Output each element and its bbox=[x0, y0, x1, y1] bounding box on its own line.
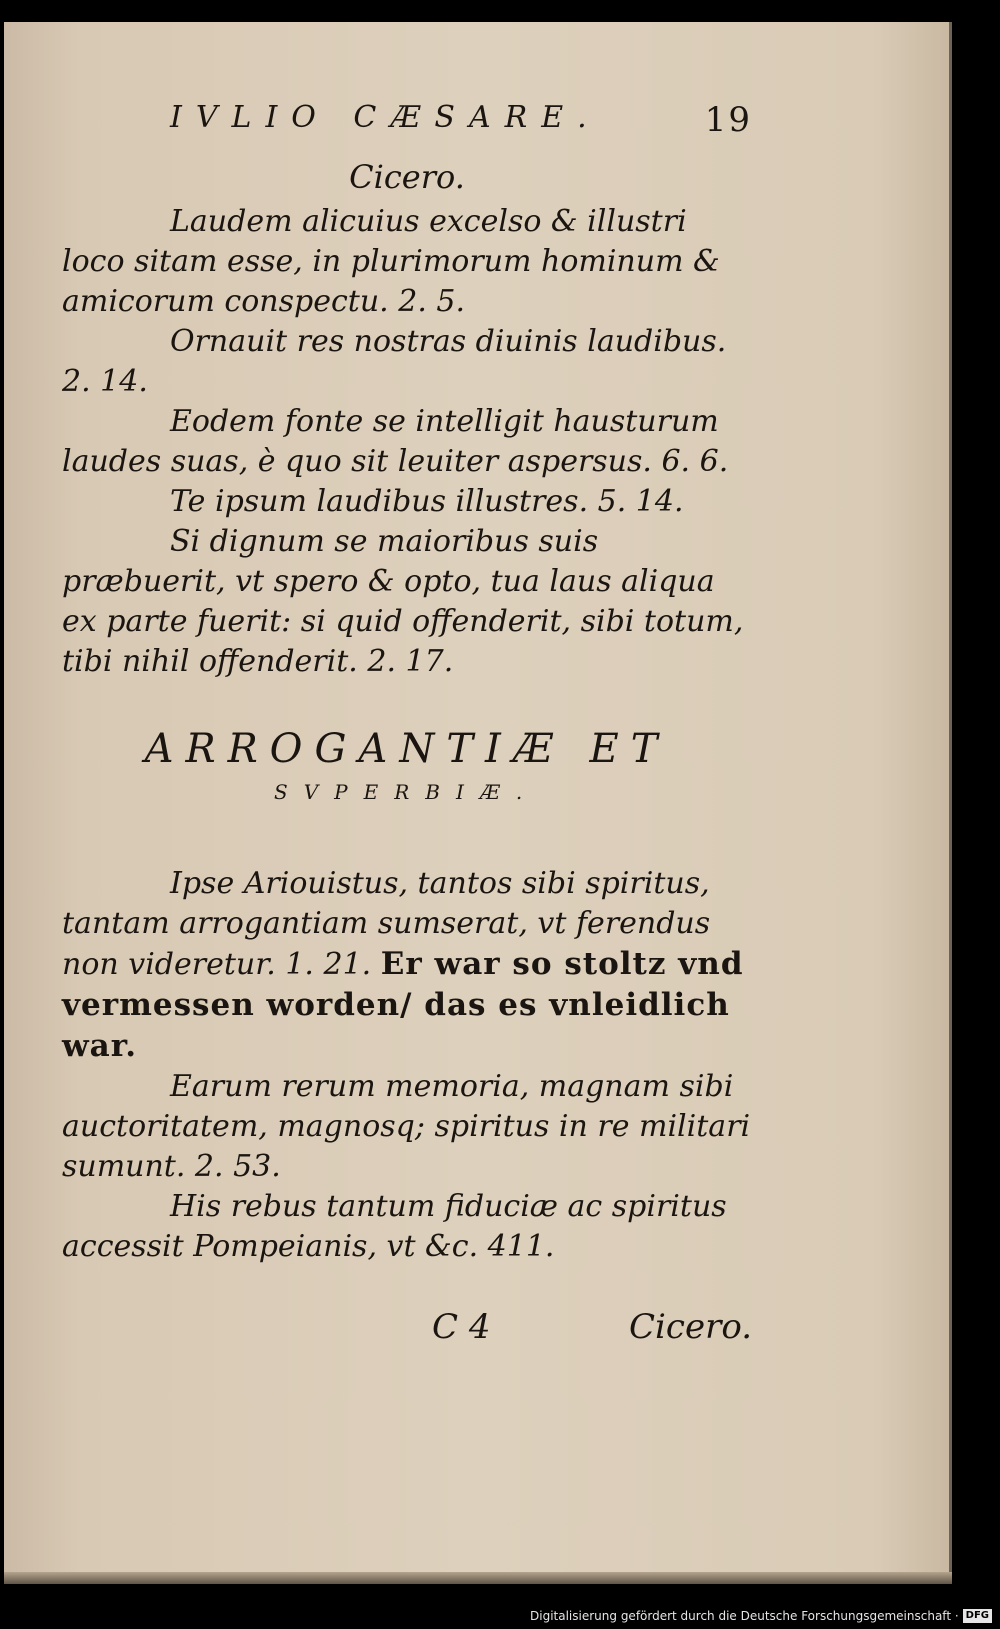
heading-sub: SVPERBIÆ. bbox=[274, 780, 539, 804]
heading-main: ARROGANTIÆ ET bbox=[144, 726, 670, 772]
paragraph: His rebus tantum fiduciæ ac spiritus accessit Pompeianis, vt &c. 411. bbox=[62, 1189, 727, 1264]
page-number: 19 bbox=[704, 100, 752, 140]
paragraph: Te ipsum laudibus illustres. 5. 14. bbox=[170, 484, 684, 519]
paragraph: Laudem alicuius excelso & illustri loco sitam esse, in plurimorum hominum & amicorum conspectu. 2. 5. bbox=[62, 204, 720, 319]
page-text bbox=[62, 100, 752, 1357]
signature-mark: C 4 bbox=[432, 1307, 491, 1347]
running-head-title: IVLIO CÆSARE. bbox=[170, 100, 601, 135]
german-blackletter-text: Er war so stoltz vnd vermessen worden/ das es vnleidlich war. bbox=[62, 946, 744, 1064]
running-head bbox=[62, 100, 752, 150]
page-footer bbox=[62, 1307, 752, 1357]
section-name: Cicero. bbox=[349, 158, 465, 196]
dfg-logo: DFG bbox=[963, 1609, 992, 1623]
catchword: Cicero. bbox=[629, 1307, 752, 1347]
paragraph: Earum rerum memoria, magnam sibi auctoritatem, magnosq; spiritus in re militari sumunt. 2. 53. bbox=[62, 1069, 751, 1184]
paragraph: Eodem fonte se intelligit hausturum laudes suas, è quo sit leuiter aspersus. 6. 6. bbox=[62, 404, 729, 479]
paragraph: Ornauit res nostras diuinis laudibus. 2. 14. bbox=[62, 324, 727, 399]
paragraph-ariovistus bbox=[62, 864, 752, 1067]
credit-text: Digitalisierung gefördert durch die Deutsche Forschungsgemeinschaft · bbox=[530, 1609, 959, 1623]
page-bottom-edge bbox=[4, 1572, 952, 1584]
digitization-credit bbox=[530, 1607, 992, 1625]
paragraph: Si dignum se maioribus suis præbuerit, vt spero & opto, tua laus aliqua ex parte fuerit: si quid offenderit, sibi totum, tibi nihil offenderit. 2. 17. bbox=[62, 524, 744, 679]
latin-text: Ipse Ariouistus, tantos sibi spiritus, tantam arrogantiam sumserat, vt ferendus non videretur. 1. 21. bbox=[62, 866, 711, 982]
